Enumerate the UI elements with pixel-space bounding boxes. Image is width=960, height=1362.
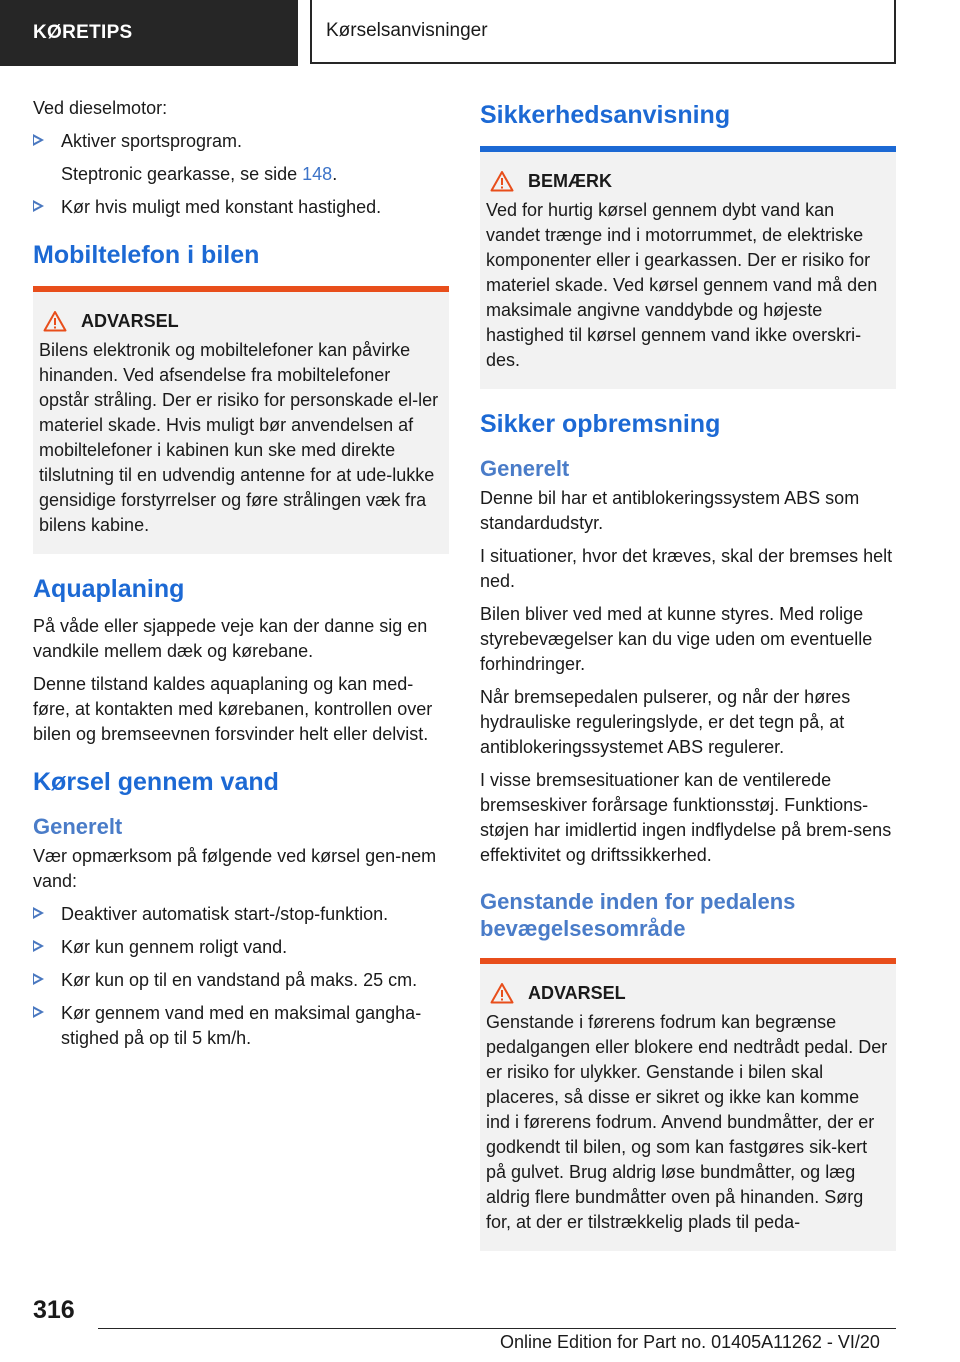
list-item: Kør kun op til en vandstand på maks. 25 cm. <box>33 968 449 993</box>
page-number: 316 <box>33 1296 75 1324</box>
warning-label: ADVARSEL <box>81 310 179 331</box>
water-paragraph: Vær opmærksom på følgende ved kørsel gen-nem vand: <box>33 846 437 891</box>
diesel-list <box>33 129 449 154</box>
section-tab: KØRETIPS <box>0 0 298 66</box>
notice-text: Ved for hurtig kørsel gennem dybt vand kan vandet trænge ind i motorrummet, de elektriske komponenter eller i gearkassen. Der er risiko for materiel skade. Ved kørsel gennem vand må den maksimale angivne vanddybde og højeste hastighed til kørsel gennem vand ikke overskri-des. <box>486 200 878 370</box>
page-footer <box>0 1296 960 1362</box>
aquaplaning-paragraph: Denne tilstand kaldes aquaplaning og kan med-føre, at kontakten med kørebanen, kontrollen over bilen og bremseevnen forsvinder helt eller delvist. <box>33 674 433 744</box>
diesel-list-2 <box>33 195 449 220</box>
edition-text: Online Edition for Part no. 01405A11262 - VI/20 <box>500 1332 880 1352</box>
brake-paragraph: Denne bil har et antiblokeringssystem ABS som standardudstyr. <box>480 488 860 533</box>
notice-label: BEMÆRK <box>528 170 612 191</box>
pedal-subheading: Genstande inden for pedalens bevægelsesområde <box>480 889 796 941</box>
list-item: Kør hvis muligt med konstant hastighed. <box>33 195 449 220</box>
chapter-title: Kørselsanvisninger <box>310 0 896 64</box>
aquaplaning-paragraph: På våde eller sjappede veje kan der danne sig en vandkile mellem dæk og kørebane. <box>33 616 428 661</box>
warning-label: ADVARSEL <box>528 982 626 1003</box>
bullet-triangle-icon <box>33 1006 44 1018</box>
diesel-sub-ref: Steptronic gearkasse, se side 148. <box>61 164 338 184</box>
list-item: Kør gennem vand med en maksimal gangha-stighed på op til 5 km/h. <box>33 1001 449 1051</box>
brake-paragraph: I visse bremsesituationer kan de ventilerede bremseskiver forårsage funktionsstøj. Funktions-støjen har imidlertid ingen indflydelse på brem-sens effektivitet og driftssikkerhed. <box>480 770 892 865</box>
warning-triangle-icon <box>490 982 514 1004</box>
bullet-triangle-icon <box>33 200 44 212</box>
safety-notice-box <box>480 146 896 389</box>
safety-heading: Sikkerhedsanvisning <box>480 101 731 129</box>
brake-paragraph: I situationer, hvor det kræves, skal der bremses helt ned. <box>480 546 893 591</box>
bullet-triangle-icon <box>33 907 44 919</box>
brake-heading: Sikker opbremsning <box>480 410 721 438</box>
right-column <box>480 92 896 1251</box>
water-subheading: Generelt <box>33 814 123 839</box>
pedal-warning-box <box>480 958 896 1251</box>
water-list <box>33 902 449 1051</box>
left-column <box>33 96 449 1059</box>
brake-paragraph: Bilen bliver ved med at kunne styres. Med rolige styrebevægelser kan du vige uden om eventuelle forhindringer. <box>480 604 873 674</box>
diesel-intro: Ved dieselmotor: <box>33 98 168 118</box>
aquaplaning-heading: Aquaplaning <box>33 575 185 603</box>
bullet-triangle-icon <box>33 973 44 985</box>
brake-subheading: Generelt <box>480 456 570 481</box>
bullet-triangle-icon <box>33 134 44 146</box>
mobile-heading: Mobiltelefon i bilen <box>33 241 260 269</box>
warning-triangle-icon <box>43 310 67 332</box>
footer-divider <box>98 1328 896 1329</box>
warning-text: Bilens elektronik og mobiltelefoner kan påvirke hinanden. Ved afsendelse fra mobiltelefoner opstår stråling. Der er risiko for personskade el-ler materiel skade. Hvis muligt bør anvendelsen af mobiltelefoner i kabinen kun ske med direkte tilslutning til en udvendig antenne for at ude-lukke gensidige forstyrrelser og føre strålingen væk fra bilens kabine. <box>39 340 439 535</box>
water-heading: Kørsel gennem vand <box>33 768 279 796</box>
warning-triangle-icon <box>490 170 514 192</box>
page-link[interactable]: 148 <box>302 164 333 184</box>
brake-paragraph: Når bremsepedalen pulserer, og når der høres hydrauliske reguleringslyde, er det tegn på, at antiblokeringssystemet ABS regulerer. <box>480 687 851 757</box>
warning-text: Genstande i førerens fodrum kan begrænse pedalgangen eller blokere end nedtrådt pedal. Der er risiko for ulykker. Genstande i bilen skal placeres, så disse er sikret og ikke kan komme ind i førerens fodrum. Anvend bundmåtter, der er godkendt til bilen, og som kan fastgøres sik-kert på gulvet. Brug aldrig løse bundmåtter, og læg aldrig flere bundmåtter oven på hinanden. Sørg for, at der er tilstrækkelig plads til peda- <box>486 1012 888 1232</box>
mobile-warning-box <box>33 286 449 554</box>
list-item: Deaktiver automatisk start-/stop-funktion. <box>33 902 449 927</box>
list-item: Kør kun gennem roligt vand. <box>33 935 449 960</box>
page-header <box>0 0 960 66</box>
list-item: Aktiver sportsprogram. <box>33 129 449 154</box>
bullet-triangle-icon <box>33 940 44 952</box>
